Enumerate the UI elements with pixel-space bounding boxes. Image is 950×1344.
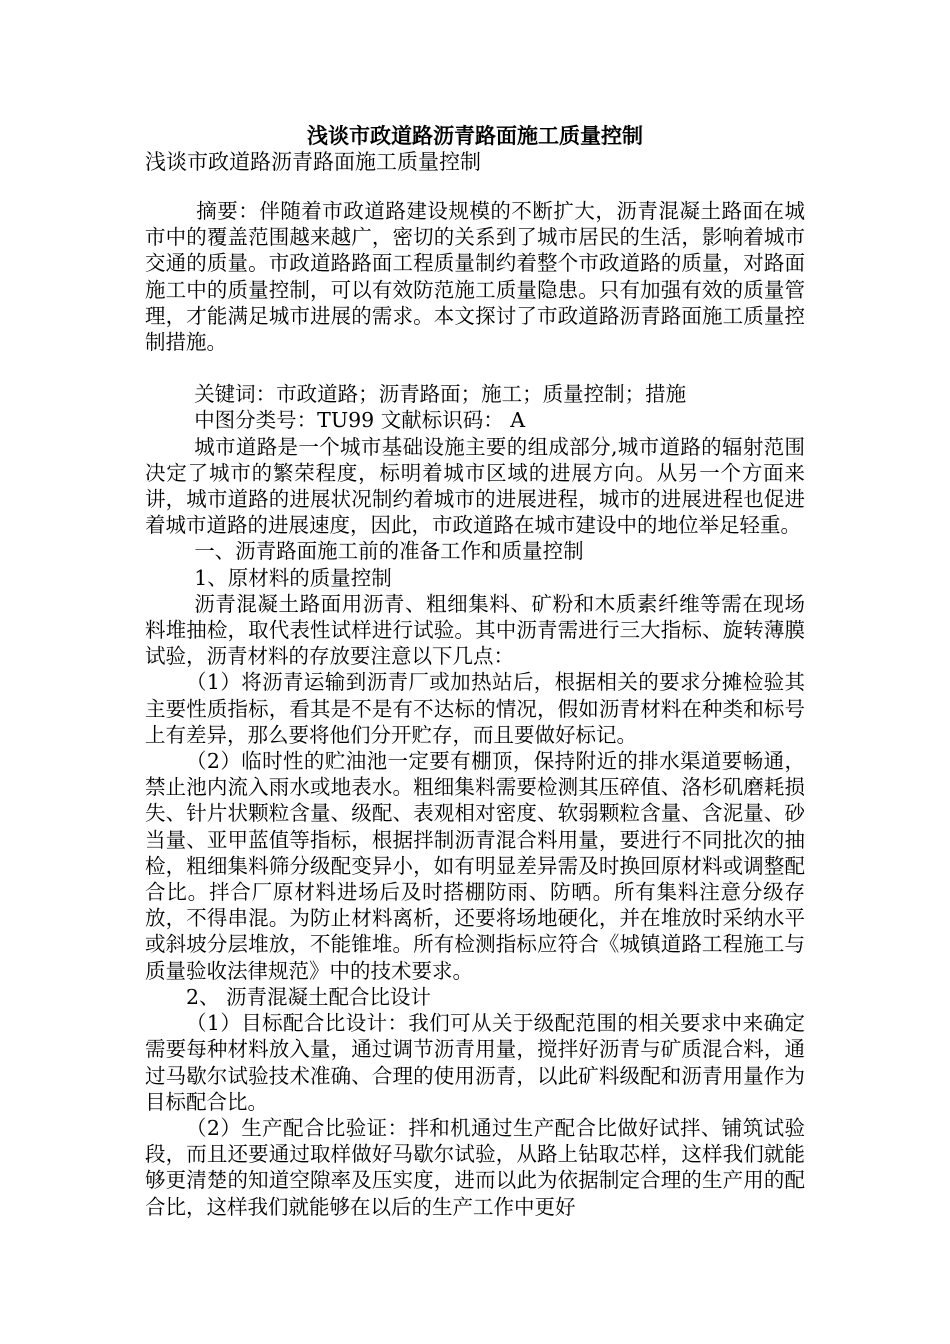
document-title: 浅谈市政道路沥青路面施工质量控制 bbox=[307, 123, 643, 148]
list-item-paragraph: （2）生产配合比验证：拌和机通过生产配合比做好试拌、铺筑试验段，而且还要通过取样做好马歇尔试验，从路上钻取芯样，这样我们就能够更清楚的知道空隙率及压实度，进而以此为依据制定合理的生产用的配合比，这样我们就能够在以后的生产工作中更好 bbox=[145, 1115, 805, 1219]
document-page bbox=[145, 0, 805, 1344]
section-heading: 一、沥青路面施工前的准备工作和质量控制 bbox=[194, 539, 584, 564]
list-item-paragraph: （2）临时性的贮油池一定要有棚顶，保持附近的排水渠道要畅通，禁止池内流入雨水或地表水。粗细集料需要检测其压碎值、洛杉矶磨耗损失、针片状颗粒含量、级配、表观相对密度、软弱颗粒含量、含泥量、砂当量、亚甲蓝值等指标，根据拌制沥青混合料用量，要进行不同批次的抽检，粗细集料筛分级配变异小，如有明显差异需及时换回原材料或调整配合比。拌合厂原材料进场后及时搭棚防雨、防晒。所有集料注意分级存放，不得串混。为防止材料离析，还要将场地硬化，并在堆放时采纳水平或斜坡分层堆放，不能锥堆。所有检测指标应符合《城镇道路工程施工与质量验收法律规范》中的技术要求。 bbox=[145, 749, 805, 983]
abstract-paragraph: 摘要：伴随着市政道路建设规模的不断扩大，沥青混凝土路面在城市中的覆盖范围越来越广，密切的关系到了城市居民的生活，影响着城市交通的质量。市政道路路面工程质量制约着整个市政道路的质量，对路面施工中的质量控制，可以有效防范施工质量隐患。只有加强有效的质量管理，才能满足城市进展的需求。本文探讨了市政道路沥青路面施工质量控制措施。 bbox=[145, 199, 805, 355]
classification-line: 中图分类号：TU99 文献标识码： A bbox=[194, 408, 526, 433]
list-item-paragraph: （1）目标配合比设计：我们可从关于级配范围的相关要求中来确定需要每种材料放入量，通过调节沥青用量，搅拌好沥青与矿质混合料，通过马歇尔试验技术准确、合理的使用沥青，以此矿料级配和沥青用量作为目标配合比。 bbox=[145, 1011, 805, 1114]
list-item-paragraph: （1）将沥青运输到沥青厂或加热站后，根据相关的要求分摊检验其主要性质指标，看其是不是有不达标的情况，假如沥青材料在种类和标号上有差异，那么要将他们分开贮存，而且要做好标记。 bbox=[145, 670, 805, 747]
subsection-heading: 2、 沥青混凝土配合比设计 bbox=[186, 984, 432, 1009]
document-subtitle: 浅谈市政道路沥青路面施工质量控制 bbox=[145, 150, 481, 174]
subsection-heading: 1、原材料的质量控制 bbox=[194, 565, 392, 590]
body-paragraph: 城市道路是一个城市基础设施主要的组成部分,城市道路的辐射范围决定了城市的繁荣程度，标明着城市区域的进展方向。从另一个方面来讲，城市道路的进展状况制约着城市的进展进程，城市的进展进程也促进着城市道路的进展速度，因此，市政道路在城市建设中的地位举足轻重。 bbox=[145, 434, 805, 538]
body-paragraph: 沥青混凝土路面用沥青、粗细集料、矿粉和木质素纤维等需在现场料堆抽检，取代表性试样进行试验。其中沥青需进行三大指标、旋转薄膜试验，沥青材料的存放要注意以下几点： bbox=[145, 591, 805, 669]
document-body bbox=[145, 198, 805, 1220]
keywords-line: 关键词：市政道路；沥青路面；施工；质量控制；措施 bbox=[194, 382, 687, 407]
